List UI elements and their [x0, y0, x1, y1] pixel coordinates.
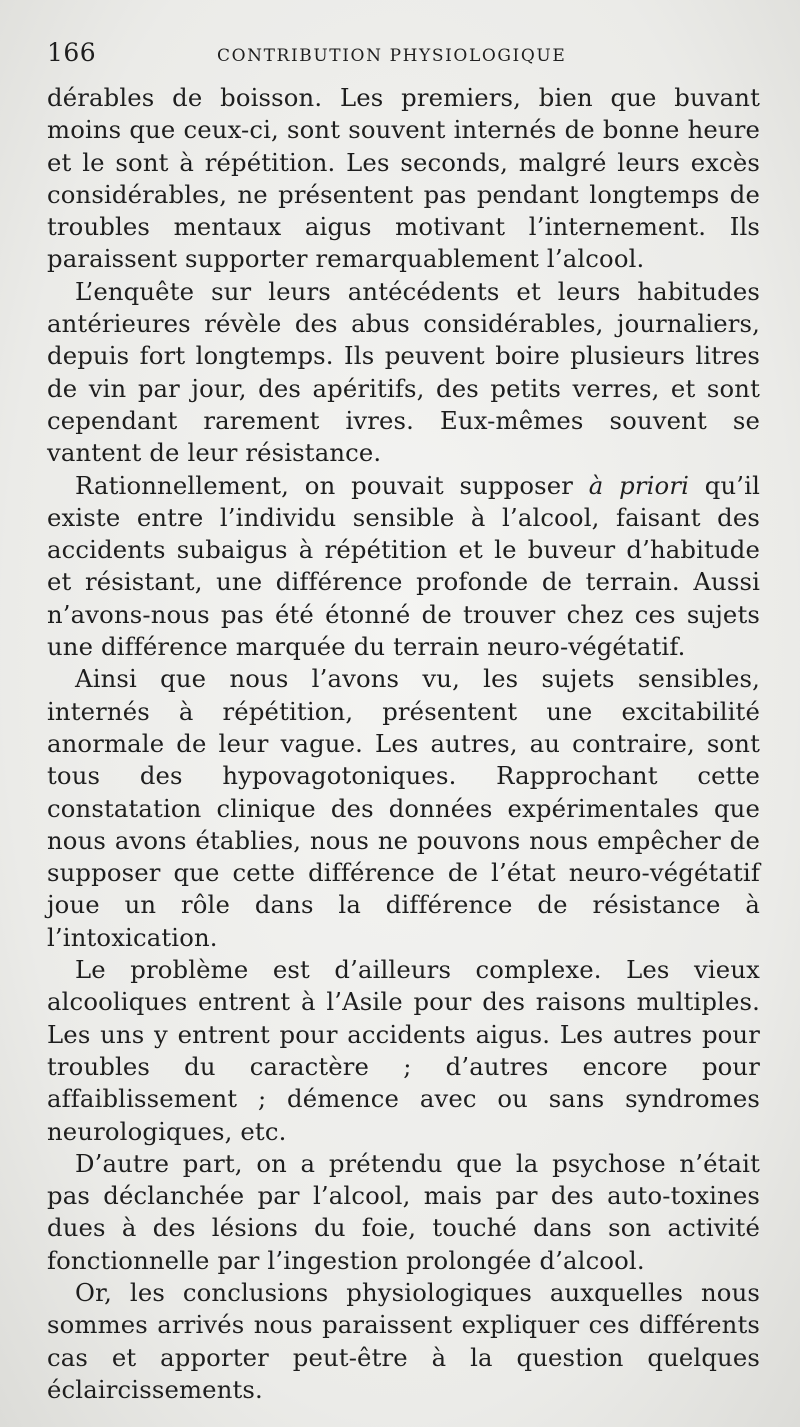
paragraph-continuation: dérables de boisson. Les premiers, bien que buvant moins que ceux-ci, sont souvent internés de bonne heure et le sont à répétition. Les seconds, malgré leurs excès considérables, ne présentent pas pendant longtemps de troubles mentaux aigus motivant l’internement. Ils paraissent supporter remarquablement l’alcool. [47, 83, 760, 274]
paragraph-probleme: Le problème est d’ailleurs complexe. Les vieux alcooliques entrent à l’Asile pour des raisons multiples. Les uns y entrent pour accidents aigus. Les autres pour troubles du caractère ; d’autres encore pour affaiblissement ; démence avec ou sans syndromes neurologiques, etc. [47, 955, 760, 1146]
paragraph-rationnellement-start: Rationnellement, on pouvait supposer [75, 470, 589, 500]
running-title: CONTRIBUTION PHYSIOLOGIQUE [217, 46, 567, 66]
page-number: 166 [47, 38, 97, 67]
paragraph-conclusions: Or, les conclusions physiologiques auxquelles nous sommes arrivés nous paraissent expliquer ces différents cas et apporter peut-être à la question quelques éclaircissements. [47, 1277, 760, 1404]
body-text [47, 82, 760, 1406]
running-head [47, 38, 760, 82]
paragraph-rationnellement-end: qu’il existe entre l’individu sensible à l’alcool, faisant des accidents subaigus à répétition et le buveur d’habitude et résistant, une différence profonde de terrain. Aussi n’avons-nous pas été étonné de trouver chez ces sujets une différence marquée du terrain neuro-végétatif. [47, 470, 760, 662]
paragraph-autre-part: D’autre part, on a prétendu que la psychose n’était pas déclanchée par l’alcool, mais par des auto-toxines dues à des lésions du foie, touché dans son activité fonctionnelle par l’ingestion prolongée d’alcool. [47, 1148, 760, 1275]
italic-a-priori: à priori [588, 470, 690, 500]
paragraph-rationnellement [47, 470, 760, 664]
paragraph-enquete: L’enquête sur leurs antécédents et leurs habitudes antérieures révèle des abus considérables, journaliers, depuis fort longtemps. Ils peuvent boire plusieurs litres de vin par jour, des apéritifs, des petits verres, et sont cependant rarement ivres. Eux-mêmes souvent se vantent de leur résistance. [47, 276, 760, 468]
paragraph-ainsi: Ainsi que nous l’avons vu, les sujets sensibles, internés à répétition, présentent une excitabilité anormale de leur vague. Les autres, au contraire, sont tous des hypovagotoniques. Rapprochant cette constatation clinique des données expérimentales que nous avons établies, nous ne pouvons nous empêcher de supposer que cette différence de l’état neuro-végétatif joue un rôle dans la différence de résistance à l’intoxication. [47, 664, 760, 952]
